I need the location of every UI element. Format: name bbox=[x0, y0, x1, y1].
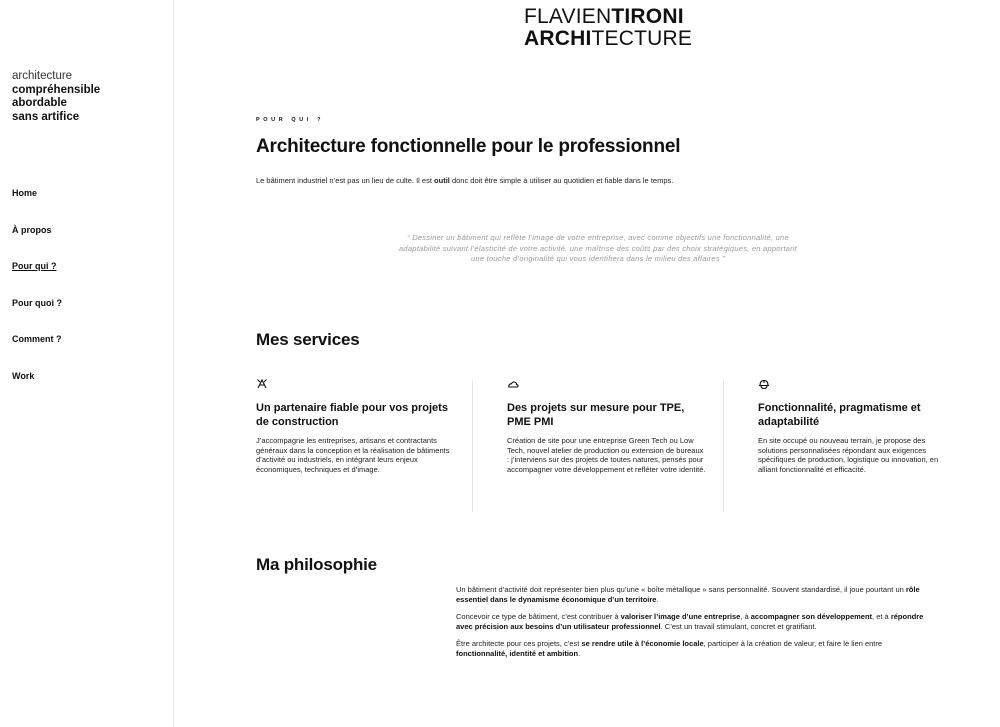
philosophy-p2-text-d: . C’est un travail stimulant, concret et gratifiant. bbox=[660, 621, 817, 631]
philosophy-p3-text-a: Être architecte pour ces projets, c’est bbox=[456, 639, 582, 648]
nav-link-work[interactable]: Work bbox=[12, 370, 35, 381]
main-nav bbox=[12, 188, 62, 407]
logo-text-flavien: FLAVIEN bbox=[524, 5, 612, 28]
philosophy-p1-bold: rôle essentiel dans le dynamisme économique d’un territoire bbox=[456, 585, 920, 604]
philosophy-paragraph-3 bbox=[456, 639, 926, 658]
intro-text-a: Le bâtiment industriel n’est pas un lieu de culte. Il est bbox=[256, 176, 435, 185]
philosophy-p2-bold-a: valoriser l’image d’une entreprise bbox=[620, 612, 741, 621]
nav-link-pour-qui[interactable]: Pour qui ? bbox=[12, 261, 57, 271]
nav-item-a-propos[interactable] bbox=[12, 225, 62, 262]
nav-item-comment[interactable] bbox=[12, 334, 62, 371]
philosophy-p3-text-b: , participer à la création de valeur, et faire le lien entre bbox=[703, 639, 883, 648]
service-title: Des projets sur mesure pour TPE, PME PMI bbox=[507, 402, 685, 428]
tagline bbox=[12, 70, 100, 124]
site-logo[interactable] bbox=[524, 5, 693, 50]
philosophy-title: Ma philosophie bbox=[256, 555, 377, 574]
philosophy-p2-text-c: , et à bbox=[872, 612, 891, 621]
nav-link-comment[interactable]: Comment ? bbox=[12, 334, 62, 344]
philosophy-p1-end: . bbox=[656, 594, 659, 604]
nav-item-pour-qui[interactable] bbox=[12, 261, 62, 298]
philosophy-p3-end: . bbox=[578, 648, 581, 658]
intro-text-b: donc doit être simple à utiliser au quotidien et fiable dans le temps. bbox=[449, 176, 674, 185]
philosophy-paragraph-2 bbox=[456, 612, 926, 631]
tagline-line-3: abordable bbox=[12, 97, 67, 109]
logo-line-2 bbox=[524, 27, 693, 50]
philosophy-p2-text-a: Concevoir ce type de bâtiment, c’est contribuer à bbox=[456, 612, 621, 621]
logo-line-1 bbox=[524, 6, 684, 28]
service-card bbox=[256, 378, 456, 474]
sidebar bbox=[0, 0, 174, 727]
nav-link-pour-quoi[interactable]: Pour quoi ? bbox=[12, 297, 62, 308]
drafting-tools-icon bbox=[256, 378, 268, 390]
services-title: Mes services bbox=[256, 330, 360, 349]
philosophy-p3-bold-b: fonctionnalité, identité et ambition bbox=[456, 648, 579, 658]
service-title: Fonctionnalité, pragmatisme et adaptabilité bbox=[758, 402, 921, 428]
philosophy-p1-text: Un bâtiment d’activité doit représenter bien plus qu’une « boîte métallique » sans personnalité. Souvent standardisé, il joue pourtant un bbox=[456, 585, 906, 594]
tagline-line-1: architecture bbox=[12, 70, 73, 82]
service-title: Un partenaire fiable pour vos projets de construction bbox=[256, 402, 448, 428]
page-title: Architecture fonctionnelle pour le professionnel bbox=[256, 136, 681, 157]
service-text: Création de site pour une entreprise Green Tech ou Low Tech, nouvel atelier de production ou extension de bureaux : j’interviens sur des projets de toutes natures, pensés pour accompagner votre développement et refléter votre identité. bbox=[507, 436, 706, 474]
hard-hat-icon bbox=[758, 378, 770, 390]
philosophy-p2-bold-b: accompagner son développement bbox=[750, 612, 873, 621]
logo-text-tironi: TIRONI bbox=[611, 5, 684, 28]
intro-text-bold: outil bbox=[434, 176, 450, 185]
logo-text-tecture: TECTURE bbox=[591, 27, 693, 50]
nav-item-pour-quoi[interactable] bbox=[12, 298, 62, 335]
philosophy-p2-bold-c: répondre avec précision aux besoins d’un utilisateur professionnel bbox=[456, 612, 924, 631]
philosophy-text bbox=[456, 585, 926, 666]
column-divider bbox=[723, 380, 724, 512]
philosophy-p2-text-b: , à bbox=[740, 612, 751, 621]
cloud-icon bbox=[507, 378, 519, 390]
intro-text bbox=[256, 176, 673, 185]
tagline-line-2: compréhensible bbox=[12, 83, 101, 96]
pull-quote: “ Dessiner un bâtiment qui reflète l’image de votre entreprise, avec comme objectifs une fonctionnalité, une adaptabilité suivant l’élasticité de votre activité, une maîtrise des coûts par des choix stratégiques, en apportant une touche d’originalité qui vous identifiera dans le milieu des affaires ” bbox=[399, 233, 797, 263]
nav-item-work[interactable] bbox=[12, 371, 62, 408]
nav-link-home[interactable]: Home bbox=[12, 188, 38, 198]
nav-item-home[interactable] bbox=[12, 188, 62, 225]
section-eyebrow: POUR QUI ? bbox=[256, 117, 325, 123]
philosophy-paragraph-1 bbox=[456, 585, 926, 604]
service-text: En site occupé ou nouveau terrain, je propose des solutions personnalisées répondant aux exigences spécifiques de production, logistique ou innovation, en alliant fonctionnalité et efficacité. bbox=[758, 436, 939, 474]
tagline-line-4: sans artifice bbox=[12, 110, 80, 123]
service-card bbox=[507, 378, 707, 474]
logo-text-archi: ARCHI bbox=[524, 27, 592, 50]
service-card bbox=[758, 378, 943, 474]
column-divider bbox=[472, 380, 473, 512]
nav-link-a-propos[interactable]: À propos bbox=[12, 224, 52, 235]
philosophy-p3-bold-a: se rendre utile à l’économie locale bbox=[581, 639, 704, 648]
service-text: J’accompagne les entreprises, artisans et contractants généraux dans la conception et la réalisation de bâtiments d’activité ou industriels, en intégrant leurs enjeux économiques, techniques et d’image. bbox=[256, 436, 450, 474]
